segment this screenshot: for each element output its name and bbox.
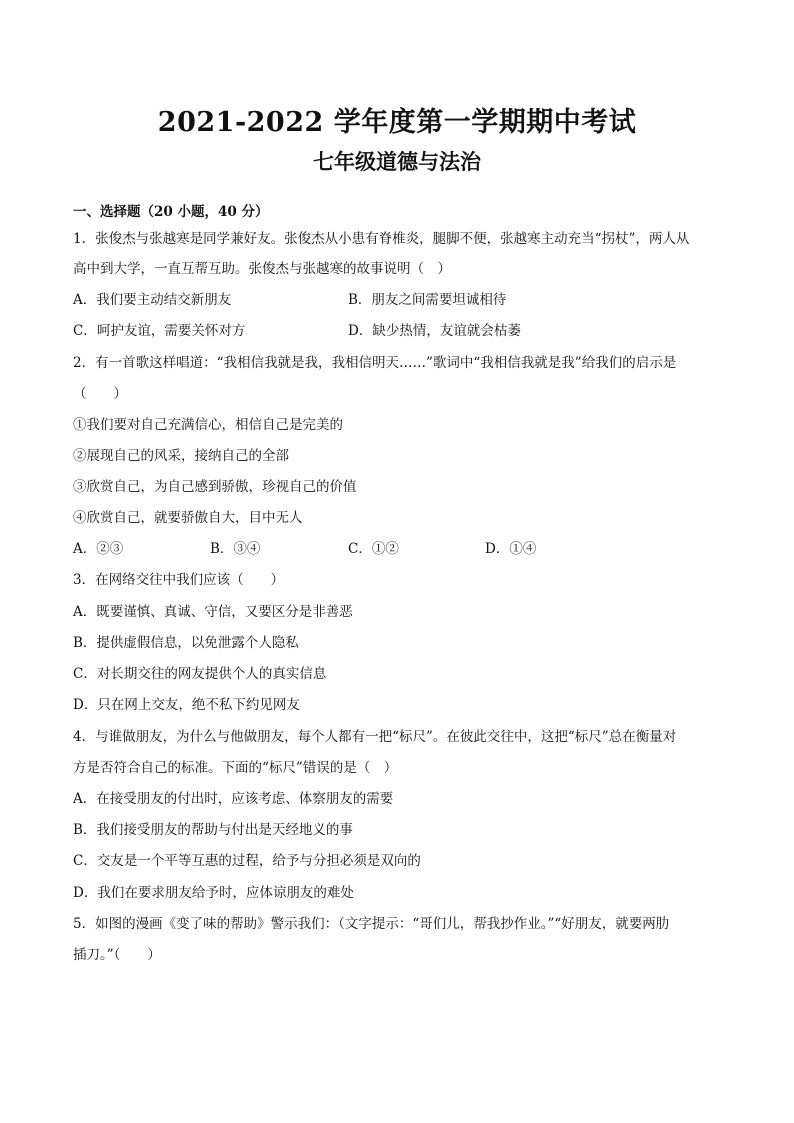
q2-stem-line1: 2．有一首歌这样唱道：“我相信我就是我，我相信明天……”歌词中“我相信我就是我”给我们的启示是 [73, 355, 677, 371]
q5-stem-line2: 插刀。”（ ） [73, 947, 161, 963]
q2-stem-line2: （ ） [73, 386, 127, 402]
exam-title: 2021-2022 学年度第一学期期中考试 [157, 107, 637, 138]
q2-option-a: A．②③ [73, 541, 124, 557]
q5-stem-line1: 5．如图的漫画《变了味的帮助》警示我们：（文字提示：“哥们儿，帮我抄作业。”“好朋友，就要两肋 [73, 916, 670, 932]
q3-stem: 3．在网络交往中我们应该（ ） [73, 572, 285, 588]
exam-subtitle: 七年级道德与法治 [313, 149, 481, 174]
q3-option-d: D．只在网上交友，绝不私下约见网友 [73, 697, 300, 713]
q2-option-d: D．①④ [485, 541, 537, 557]
q4-stem-line1: 4．与谁做朋友，为什么与他做朋友，每个人都有一把“标尺”。在彼此交往中，这把“标尺”总在衡量对 [73, 729, 677, 745]
q4-stem-line2: 方是否符合自己的标准。下面的“标尺”错误的是（ ） [73, 760, 398, 776]
q2-statement-1: ①我们要对自己充满信心，相信自己是完美的 [73, 417, 343, 433]
q3-option-c: C．对长期交往的网友提供个人的真实信息 [73, 666, 327, 682]
q1-option-c: C．呵护友谊，需要关怀对方 [73, 323, 246, 339]
q2-statement-3: ③欣赏自己，为自己感到骄傲，珍视自己的价值 [73, 479, 357, 495]
q4-option-c: C．交友是一个平等互惠的过程，给予与分担必须是双向的 [73, 853, 421, 869]
q4-option-a: A．在接受朋友的付出时，应该考虑、体察朋友的需要 [73, 791, 394, 807]
q1-option-d: D．缺少热情，友谊就会枯萎 [348, 323, 521, 339]
q2-option-c: C．①② [348, 541, 399, 557]
q1-option-b: B．朋友之间需要坦诚相待 [348, 292, 507, 308]
q3-option-a: A．既要谨慎、真诚、守信，又要区分是非善恶 [73, 604, 353, 620]
q3-option-b: B．提供虚假信息，以免泄露个人隐私 [73, 635, 299, 651]
section-heading: 一、选择题（20 小题，40 分） [73, 204, 269, 220]
q1-option-a: A．我们要主动结交新朋友 [73, 292, 232, 308]
q4-option-d: D．我们在要求朋友给予时，应体谅朋友的难处 [73, 885, 354, 901]
q1-stem-line1: 1．张俊杰与张越寒是同学兼好友。张俊杰从小患有脊椎炎，腿脚不便，张越寒主动充当“拐杖”，两人从 [73, 231, 690, 247]
q2-option-b: B．③④ [210, 541, 261, 557]
q1-stem-line2: 高中到大学，一直互帮互助。张俊杰与张越寒的故事说明（ ） [73, 261, 451, 277]
q4-option-b: B．我们接受朋友的帮助与付出是天经地义的事 [73, 822, 353, 838]
q2-statement-4: ④欣赏自己，就要骄傲自大，目中无人 [73, 510, 303, 526]
q2-statement-2: ②展现自己的风采，接纳自己的全部 [73, 448, 289, 464]
